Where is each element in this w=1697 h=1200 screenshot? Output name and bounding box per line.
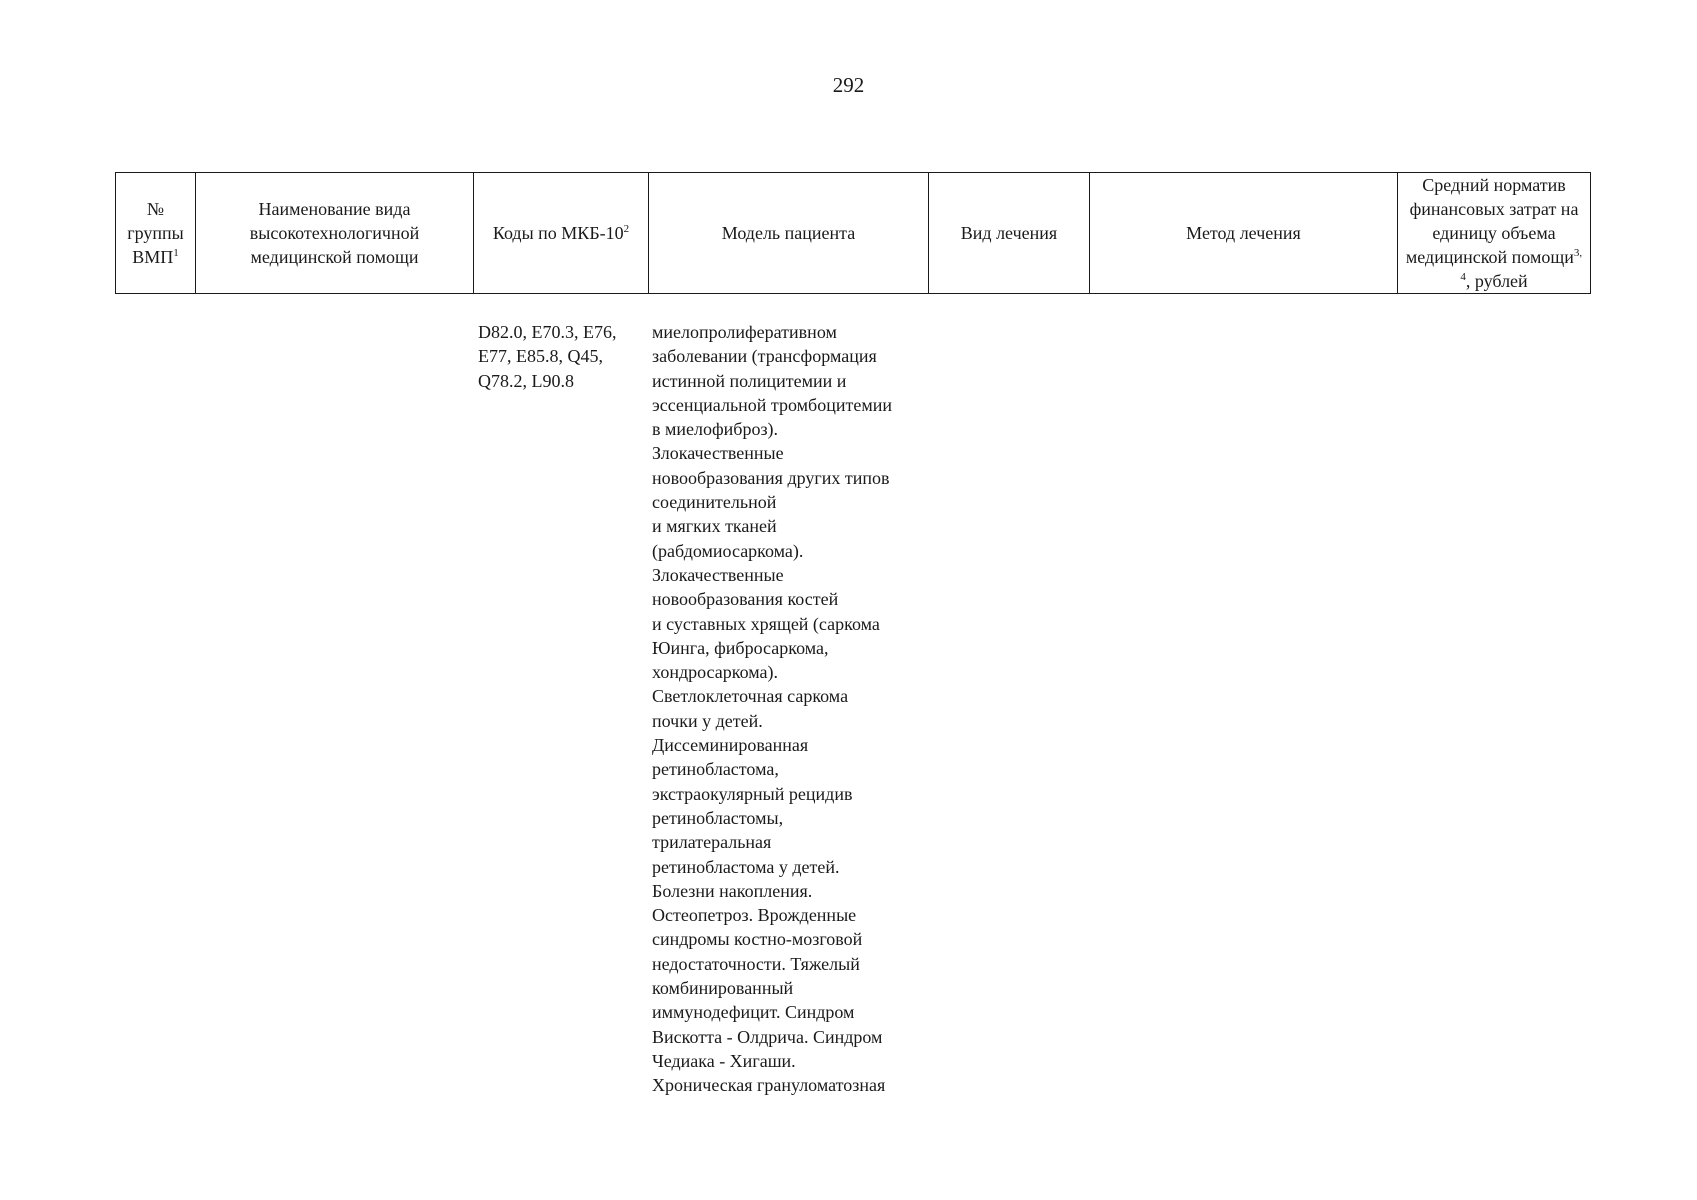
header-average-cost-unit: , рублей [1465, 271, 1528, 291]
cell-icd-codes: D82.0, E70.3, E76, E77, E85.8, Q45, Q78.2, L90.8 [478, 322, 617, 391]
header-treatment-type: Вид лечения [929, 173, 1090, 294]
header-icd-codes [474, 173, 649, 294]
header-average-cost-label: Средний норматив финансовых затрат на единицу объема медицинской помощи [1405, 175, 1579, 267]
footnote-marker: 3, 4 [1460, 247, 1583, 283]
header-patient-model: Модель пациента [649, 173, 929, 294]
header-group-number-abbr: ВМП [132, 247, 174, 267]
table-header [115, 172, 1591, 294]
header-treatment-method: Метод лечения [1090, 173, 1398, 294]
header-group-number [116, 173, 196, 294]
header-care-type-name: Наименование вида высокотехнологичной медицинской помощи [196, 173, 474, 294]
header-icd-codes-label: Коды по МКБ-10 [492, 223, 624, 243]
page-number: 292 [832, 73, 865, 97]
header-average-cost [1398, 173, 1591, 294]
cell-patient-model: миелопролиферативном заболевании (трансформация истинной полицитемии и эссенциальной тромбоцитемии в миелофиброз). Злокачественные новообразования других типов соединительной и мягких тканей (рабдомиосаркома). Злокачественные новообразования костей и суставных хрящей (саркома Юинга, фибросаркома, хондросаркома). Светлоклеточная саркома почки у детей. Диссеминированная ретинобластома, экстраокулярный рецидив ретинобластомы, трилатеральная ретинобластома у детей. Болезни накопления. Остеопетроз. Врожденные синдромы костно-мозговой недостаточности. Тяжелый комбинированный иммунодефицит. Синдром Вискотта - Олдрича. Синдром Чедиака - Хигаши. Хроническая грануломатозная [652, 322, 892, 1096]
header-group-number-word: группы [127, 223, 184, 243]
header-group-number-symbol: № [146, 199, 165, 219]
footnote-marker: 2 [623, 223, 630, 235]
footnote-marker: 1 [173, 247, 179, 259]
